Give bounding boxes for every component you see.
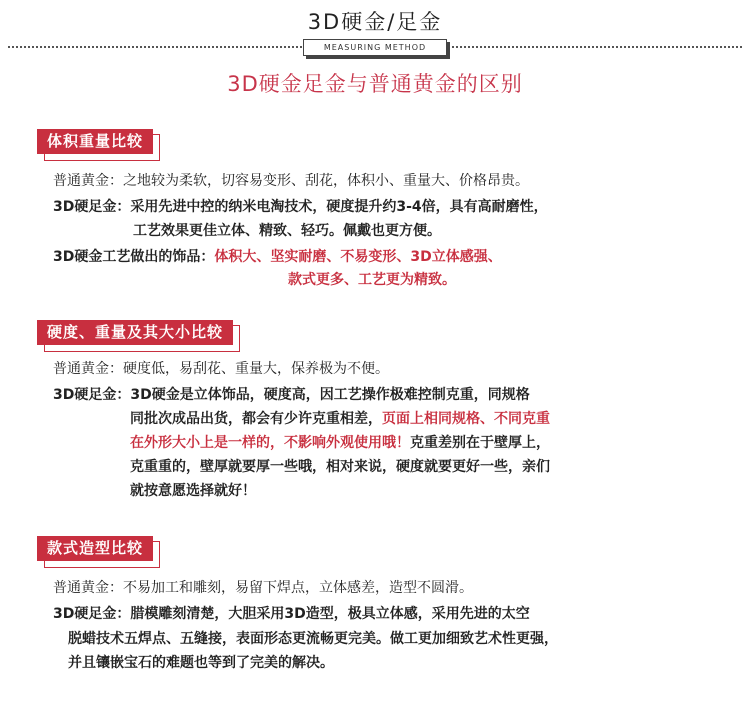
- section3-hard-label: 3D硬足金：: [53, 606, 131, 622]
- section1-craft-line-2: 款式更多、工艺更为精致。: [288, 272, 456, 288]
- section2-hard-line-1: [53, 384, 530, 406]
- section1-hard-line-1: [53, 196, 548, 218]
- section2-hard-line-3: [130, 432, 550, 454]
- section2-hard-text-3a: 在外形大小上是一样的，不影响外观使用哦！: [130, 435, 410, 451]
- section3-label: 款式造型比较: [37, 536, 153, 561]
- section2-normal-text: 硬度低，易刮花、重量大，保养极为不便。: [123, 361, 389, 377]
- section2-hard-text-3b: 克重差别在于壁厚上，: [410, 435, 550, 451]
- section2-normal-label: 普通黄金：: [53, 361, 123, 377]
- section3-normal-text: 不易加工和雕刻，易留下焊点，立体感差，造型不圆滑。: [123, 580, 473, 596]
- section3-normal-line: [53, 577, 473, 599]
- section2-hard-text-2a: 同批次成品出货，都会有少许克重相差，: [130, 411, 382, 427]
- measuring-method-tag: MEASURING METHOD: [303, 39, 447, 56]
- section3-hard-text-1: 腊模雕刻清楚，大胆采用3D造型，极具立体感，采用先进的太空: [130, 606, 530, 622]
- section1-hard-text-1: 采用先进中控的纳米电淘技术，硬度提升约3-4倍，具有高耐磨性，: [130, 199, 548, 215]
- section2-label: 硬度、重量及其大小比较: [37, 320, 233, 345]
- section1-craft-line-1: [53, 246, 502, 268]
- section3-normal-label: 普通黄金：: [53, 580, 123, 596]
- section1-hard-line-2: 工艺效果更佳立体、精致、轻巧。佩戴也更方便。: [133, 223, 441, 239]
- page-subtitle: 3D硬金足金与普通黄金的区别: [227, 72, 523, 96]
- section1-normal-label: 普通黄金：: [53, 173, 123, 189]
- section2-hard-line-5: 就按意愿选择就好！: [130, 483, 256, 499]
- section2-hard-line-4: 克重重的，壁厚就要厚一些哦，相对来说，硬度就要更好一些，亲们: [130, 459, 550, 475]
- section2-hard-line-2: [130, 408, 550, 430]
- section1-craft-text-1: 体积大、坚实耐磨、不易变形、3D立体感强、: [214, 249, 502, 265]
- section1-label: 体积重量比较: [37, 129, 153, 154]
- section2-normal-line: [53, 358, 389, 380]
- section2-hard-text-2b: 页面上相同规格、不同克重: [382, 411, 550, 427]
- page-title: 3D硬金/足金: [307, 10, 443, 34]
- section2-hard-label: 3D硬足金：: [53, 387, 131, 403]
- section1-hard-label: 3D硬足金：: [53, 199, 131, 215]
- section1-normal-line: [53, 170, 529, 192]
- section3-hard-line-3: 并且镶嵌宝石的难题也等到了完美的解决。: [68, 655, 334, 671]
- section3-hard-line-2: 脱蜡技术五焊点、五缝接，表面形态更流畅更完美。做工更加细致艺术性更强，: [68, 631, 558, 647]
- section1-normal-text: 之地较为柔软，切容易变形、刮花，体积小、重量大、价格昂贵。: [123, 173, 529, 189]
- section2-hard-text-1: 3D硬金是立体饰品，硬度高，因工艺操作极难控制克重，同规格: [130, 387, 530, 403]
- section1-craft-label: 3D硬金工艺做出的饰品：: [53, 249, 215, 265]
- section3-hard-line-1: [53, 603, 530, 625]
